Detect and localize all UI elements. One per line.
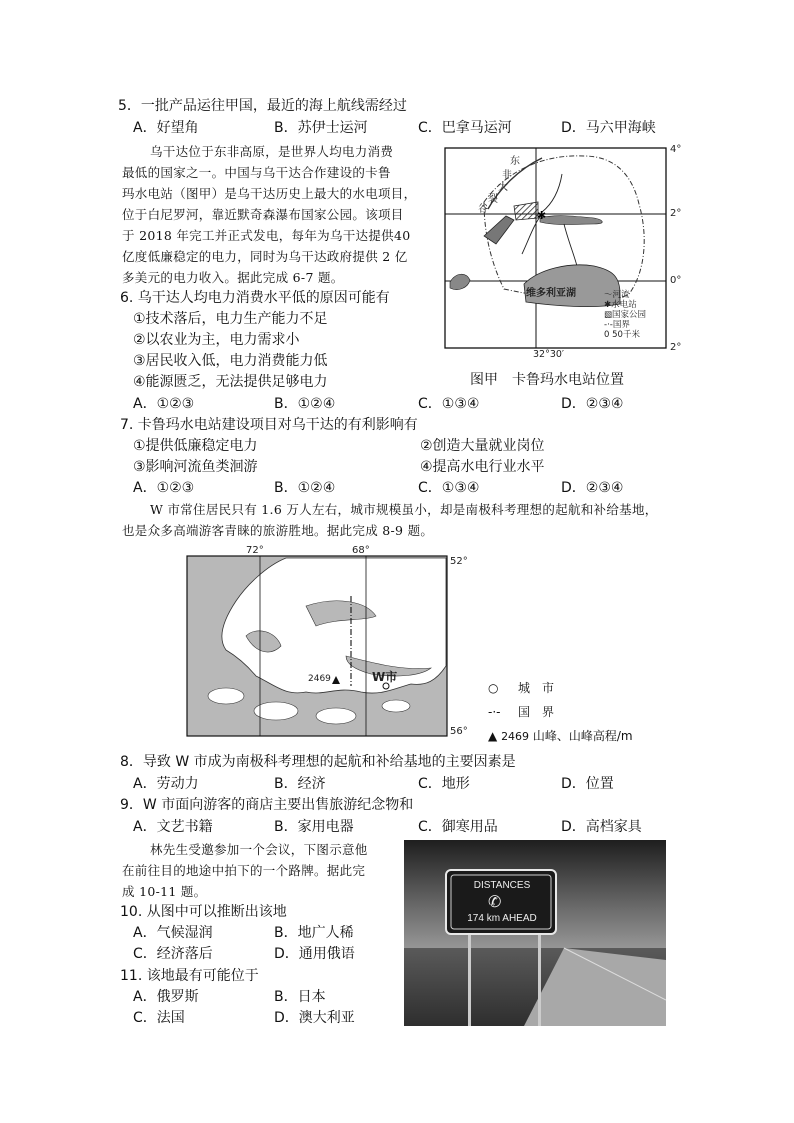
q10-option-c: C．经济落后	[133, 946, 213, 962]
w-city-intro-line: W 市常住居民只有 1.6 万人左右，城市规模虽小，却是南极科考理想的起航和补给基地，	[150, 502, 658, 517]
park-icon: ▧	[604, 310, 613, 320]
lake-victoria-label: 维多利亚湖	[526, 288, 576, 299]
uganda-intro-line: 多美元的电力收入。据此完成 6-7 题。	[122, 270, 344, 285]
road-sign-photo	[404, 840, 666, 1026]
uganda-intro-line: 位于白尼罗河，靠近默奇森瀑布国家公园。该项目	[122, 207, 404, 222]
rift-char: 大	[498, 182, 508, 193]
legend-city: 城 市	[518, 681, 555, 695]
q11-option-c: C．法国	[133, 1010, 185, 1026]
q6-option-a: A．①②③	[133, 396, 195, 412]
q6-option-b: B．①②④	[274, 396, 336, 412]
q10-option-a: A．气候湿润	[133, 925, 213, 941]
w-map-legend	[488, 676, 633, 749]
q11-option-b: B．日本	[274, 989, 326, 1005]
q11-stem: 11. 该地最有可能位于	[120, 968, 259, 984]
q11-option-a: A．俄罗斯	[133, 989, 199, 1005]
legend-border: 国 界	[518, 705, 555, 719]
svg-text:✱: ✱	[537, 209, 547, 222]
q10-stem: 10. 从图中可以推断出该地	[120, 904, 287, 920]
uganda-intro-line: 于 2018 年完工并正式发电，每年为乌干达提供40	[122, 228, 411, 243]
lin-intro-line: 在前往目的地途中拍下的一个路牌。据此完	[122, 863, 366, 878]
lat-label: 2°	[670, 342, 682, 353]
sign-line1: DISTANCES	[473, 880, 531, 891]
legend-park: 国家公园	[612, 310, 647, 320]
legend-peak: 山峰、山峰高程/m	[532, 729, 633, 743]
station-icon: ✱	[604, 300, 612, 310]
q7-option-d: D．②③④	[561, 480, 624, 496]
q9-stem: 9．W 市面向游客的商店主要出售旅游纪念物和	[120, 797, 414, 813]
q9-option-b: B．家用电器	[274, 819, 354, 835]
q6-item: ②以农业为主，电力需求小	[133, 332, 300, 348]
q7-item: ④提高水电行业水平	[420, 459, 545, 475]
q9-option-a: A．文艺书籍	[133, 819, 213, 835]
q6-item: ④能源匮乏，无法提供足够电力	[133, 374, 328, 390]
w-city-intro-line: 也是众多高端游客青睐的旅游胜地。据此完成 8-9 题。	[122, 523, 434, 538]
rift-char: 非	[502, 170, 512, 181]
lon-label: 72°	[246, 545, 264, 556]
q11-option-d: D．澳大利亚	[274, 1010, 355, 1026]
q8-option-a: A．劳动力	[133, 776, 199, 792]
q8-option-d: D．位置	[561, 776, 614, 792]
city-icon: ○	[488, 681, 499, 695]
peak-icon: ▲	[488, 729, 498, 743]
lin-intro-line: 林先生受邀参加一个会议，下图示意他	[150, 842, 368, 857]
q10-option-d: D．通用俄语	[274, 946, 355, 962]
q6-option-c: C．①③④	[418, 396, 480, 412]
lat-label: 52°	[450, 556, 468, 567]
q5-option-c: C．巴拿马运河	[418, 120, 512, 136]
legend-station: 水电站	[611, 300, 637, 310]
legend-scale: 50千米	[612, 330, 640, 340]
q9-option-c: C．御寒用品	[418, 819, 498, 835]
legend-peak-value: 2469	[501, 730, 530, 743]
q5-option-a: A．好望角	[133, 120, 199, 136]
w-city-label: W市	[372, 670, 398, 684]
q8-option-c: C．地形	[418, 776, 470, 792]
lat-label: 2°	[670, 208, 682, 219]
q6-item: ①技术落后，电力生产能力不足	[133, 311, 328, 327]
lat-label: 0°	[670, 275, 682, 286]
uganda-intro-line: 玛水电站（图甲）是乌干达历史上最大的水电项目，	[122, 186, 417, 201]
uganda-intro-line: 最低的国家之一。中国与乌干达合作建设的卡鲁	[122, 165, 391, 180]
q10-option-b: B．地广人稀	[274, 925, 354, 941]
q7-option-c: C．①③④	[418, 480, 480, 496]
q8-stem: 8．导致 W 市成为南极科考理想的起航和补给基地的主要因素是	[120, 754, 516, 770]
uganda-intro-line: 乌干达位于东非高原，是世界人均电力消费	[150, 144, 394, 159]
q5-stem: 5．一批产品运往甲国，最近的海上航线需经过	[118, 98, 407, 114]
q6-stem: 6. 乌干达人均电力消费水平低的原因可能有	[120, 290, 390, 306]
q5-option-b: B．苏伊士运河	[274, 120, 368, 136]
sign-line2: 174 km AHEAD	[467, 913, 537, 924]
legend-border: 国界	[612, 320, 630, 330]
q7-stem: 7. 卡鲁玛水电站建设项目对乌干达的有利影响有	[120, 417, 418, 433]
map-caption: 图甲 卡鲁玛水电站位置	[470, 372, 624, 388]
q8-option-b: B．经济	[274, 776, 326, 792]
q7-item: ①提供低廉稳定电力	[133, 438, 258, 454]
q9-option-d: D．高档家具	[561, 819, 642, 835]
border-icon: -·-	[604, 320, 613, 330]
peak-elevation: 2469	[308, 674, 331, 684]
karuma-map	[444, 144, 684, 354]
river-icon: 〜	[604, 290, 613, 300]
lat-label: 56°	[450, 726, 468, 737]
q5-option-d: D．马六甲海峡	[561, 120, 656, 136]
q7-item: ③影响河流鱼类洄游	[133, 459, 258, 475]
q6-item: ③居民收入低，电力消费能力低	[133, 353, 328, 369]
lon-label: 68°	[352, 545, 370, 556]
rift-char: 裂	[488, 194, 498, 205]
q6-option-d: D．②③④	[561, 396, 624, 412]
legend-scale-zero: 0	[604, 330, 610, 340]
rift-char: 东	[510, 156, 520, 167]
q7-item: ②创造大量就业岗位	[420, 438, 545, 454]
lat-label: 4°	[670, 144, 682, 155]
lin-intro-line: 成 10-11 题。	[122, 884, 207, 899]
phone-icon: ✆	[488, 892, 502, 911]
legend-river: 河流	[612, 290, 630, 300]
q7-option-a: A．①②③	[133, 480, 195, 496]
w-city-map	[186, 546, 476, 740]
map-legend	[604, 290, 646, 340]
rift-char: 谷	[478, 204, 488, 215]
border-line-icon: -·-	[488, 705, 501, 719]
lon-label: 32°30′	[533, 349, 565, 360]
q7-option-b: B．①②④	[274, 480, 336, 496]
uganda-intro-line: 亿度低廉稳定的电力，同时为乌干达政府提供 2 亿	[122, 249, 408, 264]
